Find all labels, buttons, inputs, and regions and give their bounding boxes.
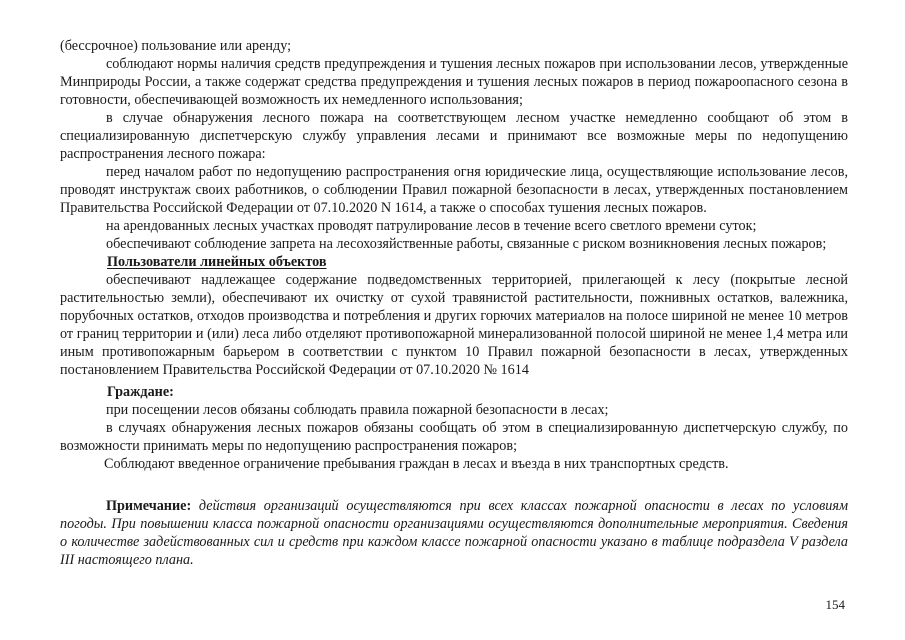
paragraph-work-ban: обеспечивают соблюдение запрета на лесохозяйственные работы, связанные с риском возникновения лесных пожаров; xyxy=(106,236,827,252)
note-label: Примечание: xyxy=(106,498,192,514)
paragraph-citizens-rules: при посещении лесов обязаны соблюдать правила пожарной безопасности в лесах; xyxy=(106,402,609,418)
paragraph-linear-objects: обеспечивают надлежащее содержание подведомственных территорией, прилегающей к лесу (покрытые лесной растительностью земли), обеспечивают их очистку от сухой травянистой растительности, пожнивных остатков, валежника, порубочных остатков, отходов производства и потребления и других горючих материалов на полосе шириной не менее 10 метров от границ территории и (или) леса либо отделяют противопожарной минерализованной полосой шириной не менее 1,4 метра или иным противопожарным барьером в соответствии с пунктом 10 Правил пожарной безопасности в лесах, утвержденных постановлением Правительства Российской Федерации от 07.10.2020 № 1614 xyxy=(60,272,848,378)
document-page xyxy=(60,37,848,569)
paragraph-briefing: перед началом работ по недопущению распространения огня юридические лица, осуществляющие использование лесов, проводят инструктаж своих работников, о соблюдении Правил пожарной безопасности в лесах, утвержденных постановлением Правительства Российской Федерации от 07.10.2020 N 1614, а также о способах тушения лесных пожаров. xyxy=(60,164,848,216)
paragraph-fire-detection: в случае обнаружения лесного пожара на соответствующем лесном участке немедленно сообщают об этом в специализированную диспетчерскую службу управления лесами и принимают все возможные меры по недопущению распространения лесного пожара: xyxy=(60,110,848,162)
paragraph-citizens-restriction: Соблюдают введенное ограничение пребывания граждан в лесах и въезда в них транспортных средств. xyxy=(104,456,729,472)
paragraph-equipment-norms: соблюдают нормы наличия средств предупреждения и тушения лесных пожаров при использовании лесов, утвержденные Минприроды России, а также содержат средства предупреждения и тушения лесных пожаров в период пожароопасного сезона в готовности, обеспечивающей возможность их немедленного использования; xyxy=(60,56,848,108)
heading-linear-objects-users: Пользователи линейных объектов xyxy=(107,254,327,270)
page-number: 154 xyxy=(825,597,845,612)
spacer xyxy=(60,473,848,491)
paragraph-lease: (бессрочное) пользование или аренду; xyxy=(60,38,292,54)
note-paragraph xyxy=(60,497,848,569)
note-text: действия организаций осуществляются при всех классах пожарной опасности в лесах по условиям погоды. При повышении класса пожарной опасности организациями осуществляются дополнительные мероприятия. Сведения о количестве задействованных сил и средств при каждом классе пожарной опасности указано в таблице подраздела V раздела III настоящего плана. xyxy=(60,498,848,568)
paragraph-citizens-report: в случаях обнаружения лесных пожаров обязаны сообщать об этом в специализированную диспетчерскую службу, по возможности принимать меры по недопущению распространения пожаров; xyxy=(60,420,848,454)
paragraph-patrolling: на арендованных лесных участках проводят патрулирование лесов в течение всего светлого времени суток; xyxy=(106,218,757,234)
heading-citizens: Граждане: xyxy=(107,384,174,400)
